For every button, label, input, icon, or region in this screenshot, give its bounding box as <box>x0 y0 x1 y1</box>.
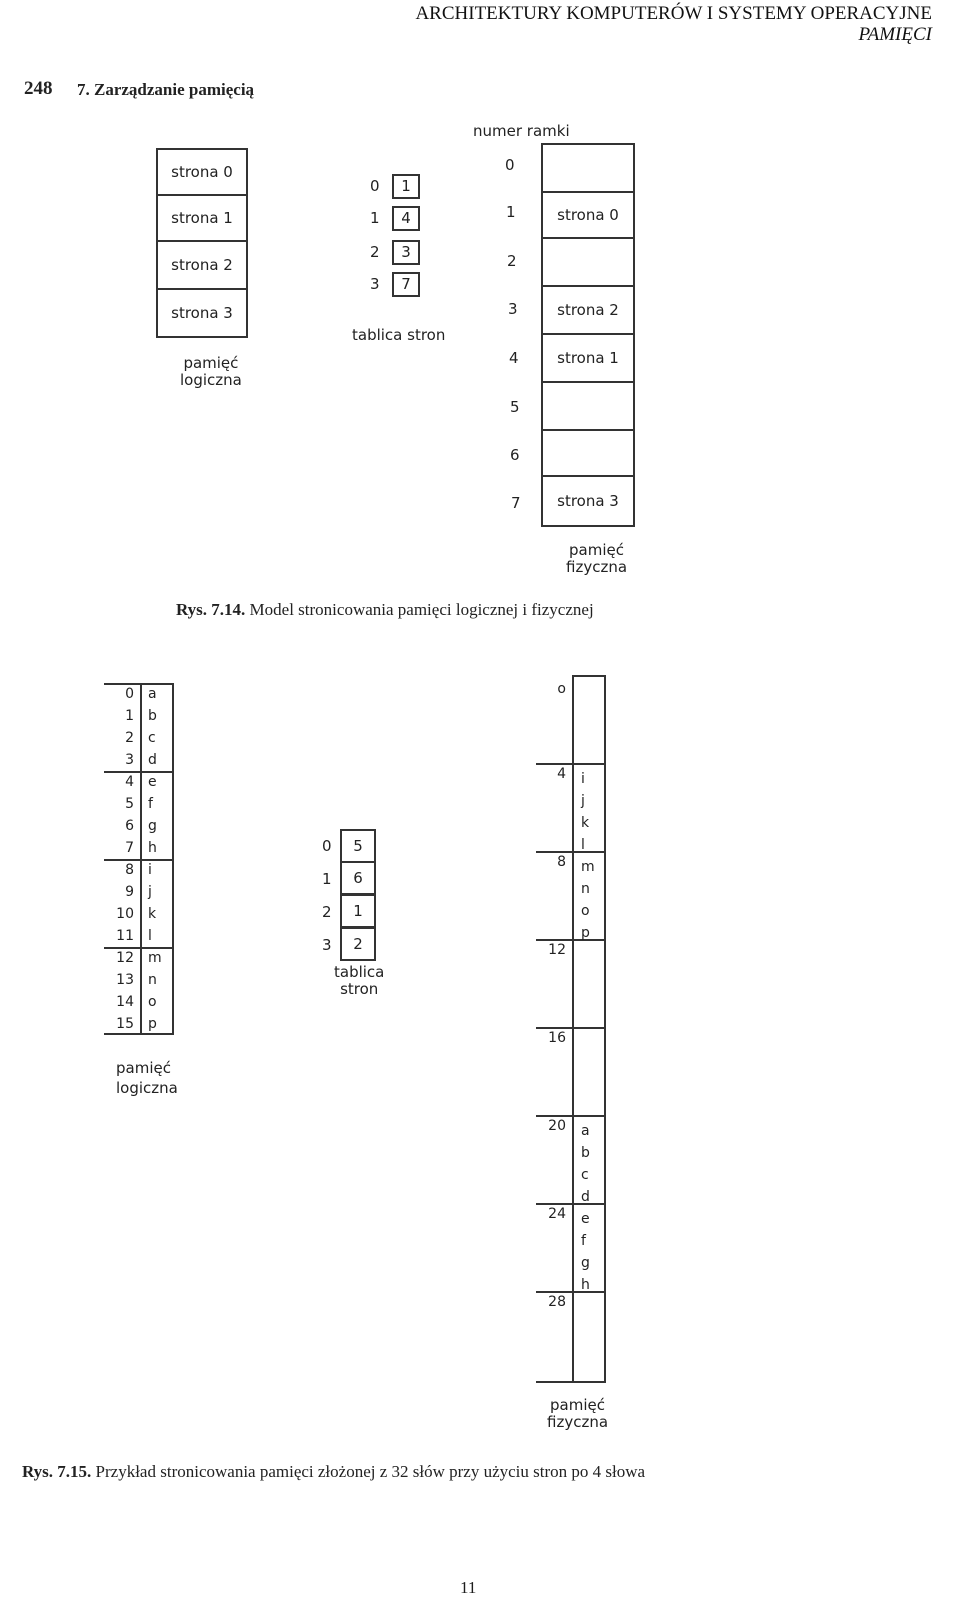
memory-divider <box>572 675 574 1383</box>
frame <box>541 237 635 287</box>
frame-boundary-line <box>536 939 606 941</box>
logical-value: o <box>148 994 157 1010</box>
caption-text: Przykład stronicowania pamięci złożonej z 32 słów przy użyciu stron po 4 słowa <box>95 1462 646 1481</box>
page-table-frame: 1 <box>392 174 420 199</box>
logical-value: b <box>148 708 157 724</box>
frame-number: 2 <box>507 252 517 270</box>
frame-number: 7 <box>511 494 521 512</box>
document-subtitle: PAMIĘCI <box>858 24 932 45</box>
logical-address: 13 <box>116 972 134 988</box>
logical-address: 14 <box>116 994 134 1010</box>
frame-number: 6 <box>510 446 520 464</box>
frame <box>541 381 635 431</box>
fig2-logical-label <box>116 1058 178 1098</box>
document-header <box>415 3 932 45</box>
fig2-page-table <box>322 829 376 961</box>
physical-value: c <box>581 1167 589 1183</box>
frame-number: 0 <box>505 156 515 174</box>
fig1-logical-memory <box>156 148 248 338</box>
logical-value: e <box>148 774 157 790</box>
frame-number: 5 <box>510 398 520 416</box>
logical-address: 7 <box>125 840 134 856</box>
fig2-page-table-label <box>334 964 384 998</box>
logical-address: 9 <box>125 884 134 900</box>
logical-address: 8 <box>125 862 134 878</box>
physical-value: l <box>581 837 585 853</box>
page-table-index: 1 <box>322 869 332 888</box>
page-boundary-line <box>104 1033 174 1035</box>
frame: strona 0 <box>541 191 635 239</box>
logical-value: a <box>148 686 157 702</box>
fig1-physical-label <box>566 542 627 576</box>
label-line: tablica <box>334 963 385 981</box>
logical-address: 3 <box>125 752 134 768</box>
logical-value: m <box>148 950 162 966</box>
label-line: pamięć <box>183 354 239 372</box>
caption-text: Model stronicowania pamięci logicznej i fizycznej <box>249 600 594 619</box>
frame: strona 1 <box>541 333 635 383</box>
physical-value: k <box>581 815 590 831</box>
caption-label: Rys. 7.15. <box>22 1462 92 1481</box>
page-table-index: 0 <box>370 177 380 195</box>
page-table-frame: 4 <box>392 206 420 231</box>
page-table-index: 3 <box>322 935 332 954</box>
physical-address: 4 <box>557 766 566 782</box>
page-boundary-line <box>104 771 174 773</box>
fig1-page-table-label: tablica stron <box>352 326 446 344</box>
logical-address: 2 <box>125 730 134 746</box>
logical-value: g <box>148 818 157 834</box>
logical-value: f <box>148 796 153 812</box>
book-section-title: 7. Zarządzanie pamięcią <box>77 80 255 99</box>
physical-value: n <box>581 881 590 897</box>
frame-boundary-line <box>536 1291 606 1293</box>
logical-value: i <box>148 862 152 878</box>
logical-value: j <box>148 884 152 900</box>
frame-number: 4 <box>509 349 519 367</box>
physical-value: o <box>581 903 590 919</box>
page-table-index: 0 <box>322 836 332 855</box>
physical-value: f <box>581 1233 586 1249</box>
book-page-number: 248 <box>24 78 53 99</box>
logical-page: strona 0 <box>156 148 248 196</box>
physical-value: j <box>581 793 585 809</box>
logical-address: 4 <box>125 774 134 790</box>
frame <box>541 143 635 193</box>
document-title: ARCHITEKTURY KOMPUTERÓW I SYSTEMY OPERACYJNE <box>415 3 932 24</box>
logical-value: k <box>148 906 157 922</box>
logical-address: 15 <box>116 1016 134 1032</box>
physical-address: 20 <box>548 1118 566 1134</box>
page-table-index: 2 <box>370 243 380 261</box>
logical-value: l <box>148 928 152 944</box>
label-line: stron <box>340 980 379 998</box>
physical-address: o <box>557 681 566 697</box>
frame-boundary-line <box>536 851 606 853</box>
page-table-frame: 2 <box>340 927 376 961</box>
page-number: 11 <box>460 1578 477 1597</box>
label-line: pamięć <box>550 1396 605 1414</box>
memory-border <box>604 675 606 1383</box>
fig2-caption <box>22 1462 645 1482</box>
page-table-frame: 1 <box>340 894 376 928</box>
page-table-frame: 5 <box>340 829 376 863</box>
physical-address: 28 <box>548 1294 566 1310</box>
fig2-logical-memory <box>104 683 174 1035</box>
page-table-frame: 7 <box>392 272 420 297</box>
memory-bottom-line <box>536 1381 606 1383</box>
physical-value: h <box>581 1277 590 1293</box>
logical-value: c <box>148 730 156 746</box>
physical-value: b <box>581 1145 590 1161</box>
fig1-physical-memory <box>541 143 635 527</box>
physical-value: d <box>581 1189 590 1205</box>
logical-value: n <box>148 972 157 988</box>
label-line: fizyczna <box>566 558 628 576</box>
logical-address: 1 <box>125 708 134 724</box>
logical-address: 12 <box>116 950 134 966</box>
label-line: fizyczna <box>547 1413 609 1431</box>
physical-address: 8 <box>557 854 566 870</box>
logical-address: 0 <box>125 686 134 702</box>
physical-value: g <box>581 1255 590 1271</box>
fig1-frame-header: numer ramki <box>473 122 570 140</box>
label-line: pamięć <box>569 541 624 559</box>
frame: strona 3 <box>541 475 635 527</box>
logical-value: h <box>148 840 157 856</box>
frame-boundary-line <box>536 1027 606 1029</box>
physical-value: p <box>581 925 590 941</box>
label-line: logiczna <box>180 371 242 389</box>
physical-value: i <box>581 771 585 787</box>
page-table-frame: 6 <box>340 861 376 895</box>
frame <box>541 429 635 477</box>
page-table-index: 3 <box>370 275 380 293</box>
logical-address: 6 <box>125 818 134 834</box>
frame-number: 1 <box>506 203 516 221</box>
physical-value: a <box>581 1123 590 1139</box>
frame-number: 3 <box>508 300 518 318</box>
frame-boundary-line <box>536 763 606 765</box>
page-table-index: 2 <box>322 902 332 921</box>
logical-value: p <box>148 1016 157 1032</box>
page-table-frame: 3 <box>392 240 420 265</box>
logical-address: 5 <box>125 796 134 812</box>
label-line: pamięć <box>116 1059 171 1077</box>
physical-value: m <box>581 859 595 875</box>
fig2-physical-label <box>547 1397 608 1431</box>
logical-page: strona 1 <box>156 194 248 242</box>
physical-address: 24 <box>548 1206 566 1222</box>
logical-page: strona 3 <box>156 288 248 338</box>
memory-top-line <box>572 675 606 677</box>
label-line: logiczna <box>116 1079 178 1097</box>
page-boundary-line <box>104 947 174 949</box>
physical-address: 16 <box>548 1030 566 1046</box>
page-table-index: 1 <box>370 209 380 227</box>
fig1-logical-label <box>180 355 242 389</box>
logical-value: d <box>148 752 157 768</box>
page-boundary-line <box>104 859 174 861</box>
frame-boundary-line <box>536 1115 606 1117</box>
fig1-page-table <box>370 174 420 296</box>
physical-address: 12 <box>548 942 566 958</box>
caption-label: Rys. 7.14. <box>176 600 246 619</box>
logical-address: 10 <box>116 906 134 922</box>
logical-page: strona 2 <box>156 240 248 290</box>
fig1-caption <box>176 600 594 620</box>
fig2-physical-memory <box>536 675 608 1383</box>
logical-address: 11 <box>116 928 134 944</box>
frame-boundary-line <box>536 1203 606 1205</box>
frame: strona 2 <box>541 285 635 335</box>
physical-value: e <box>581 1211 590 1227</box>
page-boundary-line <box>104 683 174 685</box>
